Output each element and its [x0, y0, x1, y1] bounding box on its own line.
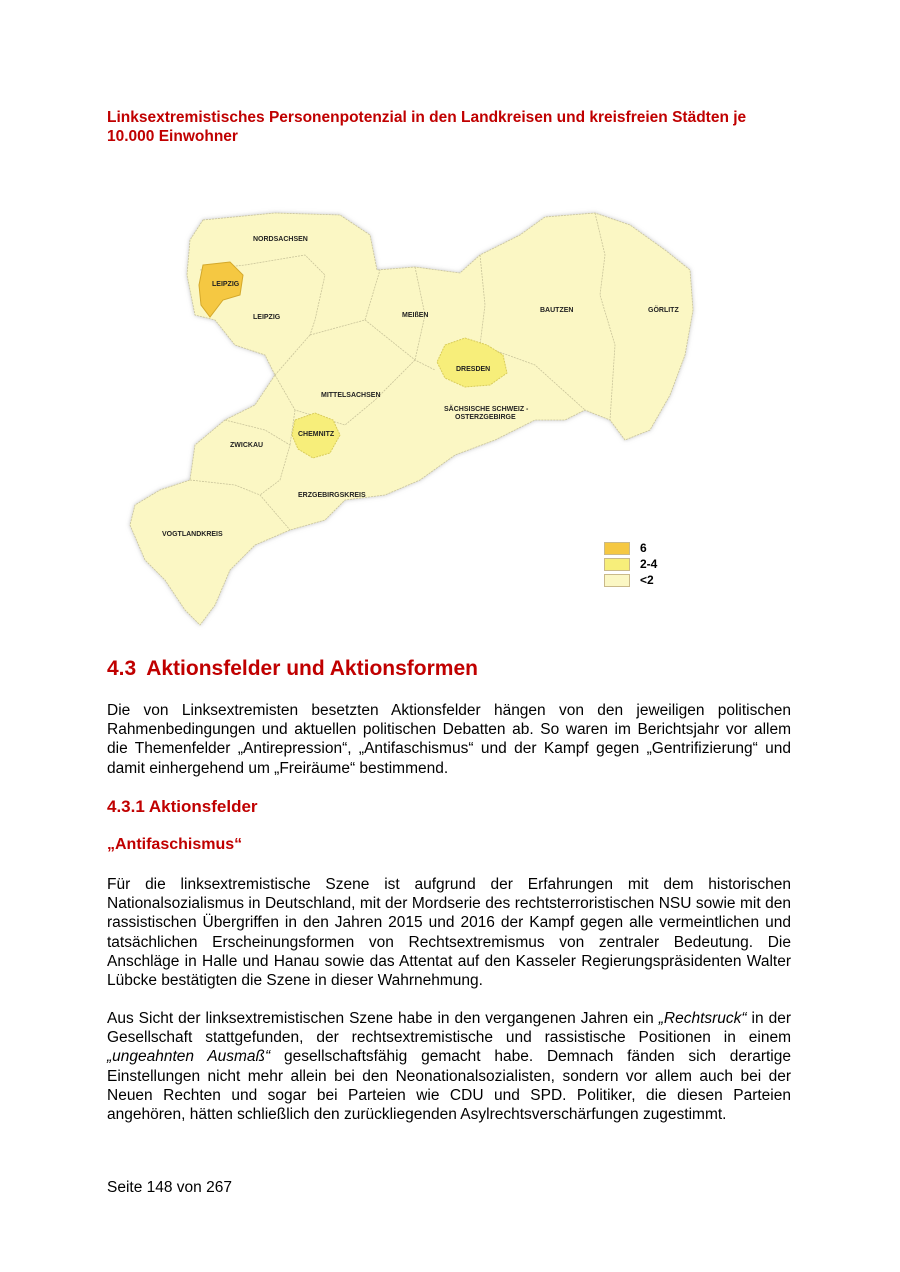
paragraph-2-part1: Aus Sicht der linksextremistischen Szene habe in den vergangenen Jahren ein	[107, 1010, 659, 1027]
label-leipzig-city: LEIPZIG	[212, 281, 240, 288]
page-number: Seite 148 von 267	[107, 1179, 232, 1196]
section-number: 4.3	[107, 657, 137, 680]
label-chemnitz: CHEMNITZ	[298, 431, 335, 438]
label-zwickau: ZWICKAU	[230, 442, 264, 449]
legend-item	[604, 540, 657, 556]
section-heading	[107, 657, 478, 681]
label-mittelsachsen: MITTELSACHSEN	[321, 392, 381, 399]
subsection-heading: 4.3.1 Aktionsfelder	[107, 797, 258, 816]
legend-swatch	[604, 542, 630, 555]
label-erzgebirgskreis: ERZGEBIRGSKREIS	[298, 492, 366, 499]
section-title: Aktionsfelder und Aktionsformen	[146, 657, 478, 680]
section-intro: Die von Linksextremisten besetzten Aktionsfelder hängen von den jeweiligen politischen Rahmenbedingungen und aktuellen politischen Debatten ab. So waren im Berichtsjahr vor allem die Themenfelder „Antirepression“, „Antifaschismus“ und der Kampf gegen „Gentrifizierung“ und damit einhergehend um „Freiräume“ bestimmend.	[107, 702, 791, 777]
topic-heading: „Antifaschismus“	[107, 836, 243, 853]
paragraph-1: Für die linksextremistische Szene ist aufgrund der Erfahrungen mit dem historischen Nationalsozialismus in Deutschland, mit der Mordserie des rechtsterroristischen NSU sowie mit den rassistischen Übergriffen in den Jahren 2015 und 2016 der Kampf gegen alle vermeintlichen und tatsächlichen Erscheinungsformen von Rechtsextremismus von zentraler Bedeutung. Die Anschläge in Halle und Hanau sowie das Attentat auf den Kasseler Regierungspräsidenten Walter Lübcke bestätigten die Szene in dieser Wahrnehmung.	[107, 876, 791, 990]
paragraph-2	[107, 1009, 791, 1124]
legend-label: 2-4	[640, 557, 658, 571]
label-leipzig-district: LEIPZIG	[253, 314, 281, 321]
legend-label: <2	[640, 573, 654, 587]
label-ssoe-line2: OSTERZGEBIRGE	[455, 414, 516, 421]
legend-swatch	[604, 574, 630, 587]
label-bautzen: BAUTZEN	[540, 307, 574, 314]
paragraph-2-part3: gesellschaftsfähig gemacht habe. Demnach fänden sich derartige Einstellungen nicht mehr allein bei den Neonationalsozialisten, sondern vor allem auch bei der Neuen Rechten und sogar bei Parteien wie CDU und SPD. Politiker, die diesen Parteien angehören, hätten schließlich den zurückliegenden Asylrechtsverschärfungen zugestimmt.	[107, 1048, 791, 1124]
label-goerlitz: GÖRLITZ	[648, 307, 679, 314]
legend-label: 6	[640, 541, 647, 555]
label-vogtlandkreis: VOGTLANDKREIS	[162, 531, 223, 538]
quote-ausmass: „ungeahnten Ausmaß“	[107, 1048, 271, 1066]
legend-item	[604, 572, 657, 588]
label-nordsachsen: NORDSACHSEN	[253, 236, 308, 243]
legend-swatch	[604, 558, 630, 571]
map-title: Linksextremistisches Personenpotenzial in den Landkreisen und kreisfreien Städten je 10.000 Einwohner	[107, 109, 747, 145]
quote-rechtsruck: „Rechtsruck“	[658, 1010, 747, 1027]
label-dresden: DRESDEN	[456, 366, 491, 373]
label-ssoe-line1: SÄCHSISCHE SCHWEIZ -	[444, 406, 529, 413]
legend-item	[604, 556, 657, 572]
map-legend	[604, 540, 657, 588]
label-meissen: MEIßEN	[402, 312, 429, 319]
paragraph-2-part2: in der Gesellschaft stattgefunden, der rechtsextremistische und rassistische Positionen in einem	[107, 1010, 791, 1047]
